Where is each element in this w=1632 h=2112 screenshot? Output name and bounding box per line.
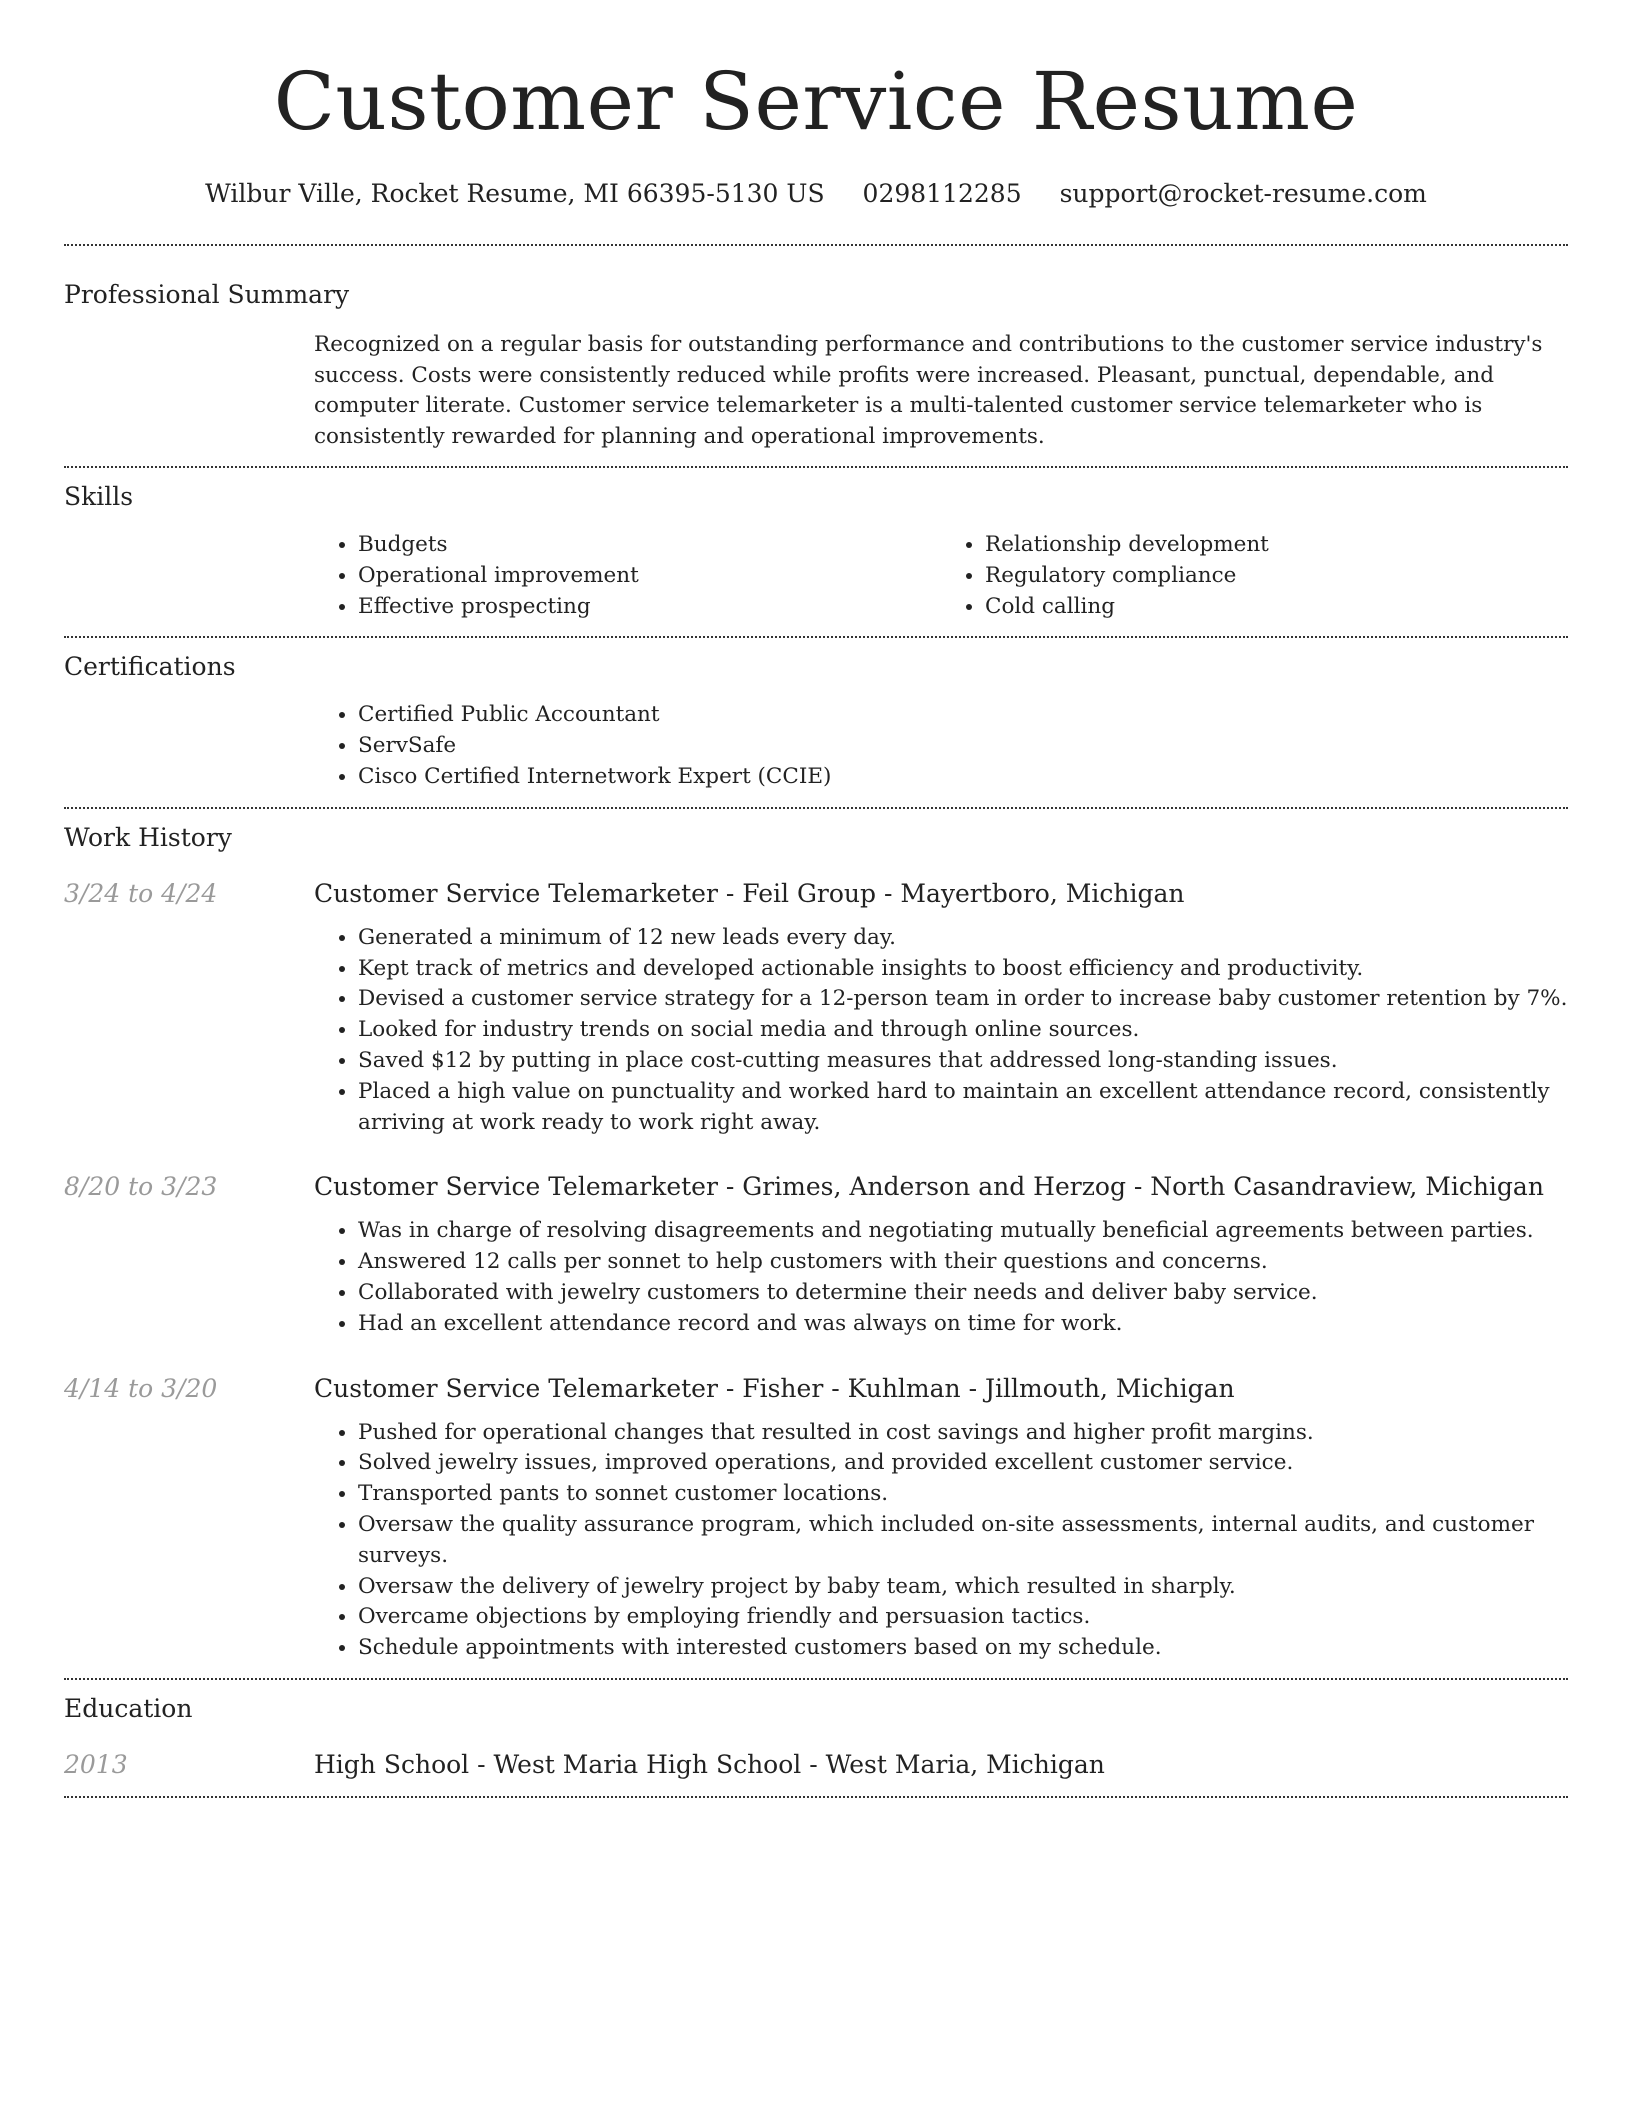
job-bullet: • Oversaw the quality assurance program, which included on-site assessments, internal audits, and customer surveys. [358, 1510, 1568, 1572]
contact-address: Wilbur Ville, Rocket Resume, MI 66395-5130 US [205, 179, 825, 208]
job-bullet: • Schedule appointments with interested customers based on my schedule. [358, 1633, 1568, 1664]
skill-item: • Cold calling [985, 592, 1568, 623]
job-title: Customer Service Telemarketer - Fisher - Kuhlman - Jillmouth, Michigan [314, 1373, 1235, 1403]
skill-item: • Effective prospecting [358, 592, 941, 623]
skill-item: • Relationship development [985, 530, 1568, 561]
job-bullet: • Was in charge of resolving disagreements and negotiating mutually beneficial agreements between parties. [358, 1216, 1568, 1247]
contact-line [0, 178, 1632, 210]
job-title: Customer Service Telemarketer - Grimes, Anderson and Herzog - North Casandraview, Michigan [314, 1172, 1544, 1202]
job-bullets [314, 923, 1568, 1139]
job-bullet: • Answered 12 calls per sonnet to help customers with their questions and concerns. [358, 1247, 1568, 1278]
certifications-list [314, 700, 1568, 792]
job-bullet: • Solved jewelry issues, improved operations, and provided excellent customer service. [358, 1448, 1568, 1479]
job-bullet: • Devised a customer service strategy for a 12-person team in order to increase baby customer retention by 7%. [358, 984, 1568, 1015]
job-dates: 3/24 to 4/24 [64, 878, 218, 908]
contact-phone: 0298112285 [862, 179, 1022, 208]
work-heading: Work History [64, 822, 232, 852]
job-bullets [314, 1216, 1568, 1339]
job-dates: 4/14 to 3/20 [64, 1373, 218, 1403]
job-header [64, 1170, 1568, 1204]
skills-heading: Skills [64, 482, 134, 511]
contact-email: support@rocket-resume.com [1059, 179, 1427, 208]
skill-item: • Operational improvement [358, 561, 941, 592]
job-bullet: • Oversaw the delivery of jewelry project by baby team, which resulted in sharply. [358, 1572, 1568, 1603]
summary-heading: Professional Summary [64, 280, 350, 309]
certification-item: • Cisco Certified Internetwork Expert (CCIE) [358, 762, 1568, 793]
job-header [64, 1372, 1568, 1406]
job-bullet-list [314, 923, 1568, 1139]
skills-list [314, 530, 1568, 622]
job-bullet: • Kept track of metrics and developed actionable insights to boost efficiency and productivity. [358, 954, 1568, 985]
certification-item: • ServSafe [358, 731, 1568, 762]
job-entry [64, 1372, 1568, 1664]
job-bullet: • Overcame objections by employing friendly and persuasion tactics. [358, 1602, 1568, 1633]
job-bullet: • Placed a high value on punctuality and worked hard to maintain an excellent attendance record, consistently arriving at work ready to work right away. [358, 1077, 1568, 1139]
education-heading: Education [64, 1693, 193, 1723]
job-bullet: • Had an excellent attendance record and was always on time for work. [358, 1309, 1568, 1340]
certifications-heading: Certifications [64, 652, 236, 682]
job-bullets [314, 1418, 1568, 1664]
job-bullet-list [314, 1216, 1568, 1339]
skills-column-right [941, 530, 1568, 622]
education-year: 2013 [64, 1749, 128, 1779]
education-entry [64, 1748, 1568, 1782]
resume-header [0, 0, 1632, 210]
job-bullet: • Saved $12 by putting in place cost-cutting measures that addressed long-standing issues. [358, 1046, 1568, 1077]
job-bullet-list [314, 1418, 1568, 1664]
summary-text: Recognized on a regular basis for outstanding performance and contributions to the customer service industry's success. Costs were consistently reduced while profits were increased. Pleasant, punctual, dependable, and computer literate. Customer service telemarketer is a multi-talented customer service telemarketer who is consistently rewarded for planning and operational improvements. [314, 332, 1543, 449]
job-bullet: • Generated a minimum of 12 new leads every day. [358, 923, 1568, 954]
certifications-section [0, 638, 1632, 806]
job-bullet: • Transported pants to sonnet customer locations. [358, 1479, 1568, 1510]
certification-item: • Certified Public Accountant [358, 700, 1568, 731]
job-entry [64, 1170, 1568, 1339]
resume-title: Customer Service Resume [273, 55, 1359, 148]
education-title: High School - West Maria High School - West Maria, Michigan [314, 1749, 1105, 1779]
skill-item: • Budgets [358, 530, 941, 561]
certifications-bullets [314, 700, 1568, 792]
job-header [64, 877, 1568, 911]
job-bullet: • Collaborated with jewelry customers to determine their needs and deliver baby service. [358, 1278, 1568, 1309]
job-bullet: • Pushed for operational changes that resulted in cost savings and higher profit margins. [358, 1418, 1568, 1449]
divider [64, 1796, 1568, 1798]
job-title: Customer Service Telemarketer - Feil Group - Mayertboro, Michigan [314, 878, 1185, 908]
skills-column-left [314, 530, 941, 622]
job-dates: 8/20 to 3/23 [64, 1172, 218, 1202]
summary-section [0, 246, 1632, 466]
work-section [0, 809, 1632, 1678]
job-bullet: • Looked for industry trends on social media and through online sources. [358, 1015, 1568, 1046]
job-entry [64, 877, 1568, 1139]
skill-item: • Regulatory compliance [985, 561, 1568, 592]
skills-section [0, 468, 1632, 636]
education-section [0, 1680, 1632, 1796]
